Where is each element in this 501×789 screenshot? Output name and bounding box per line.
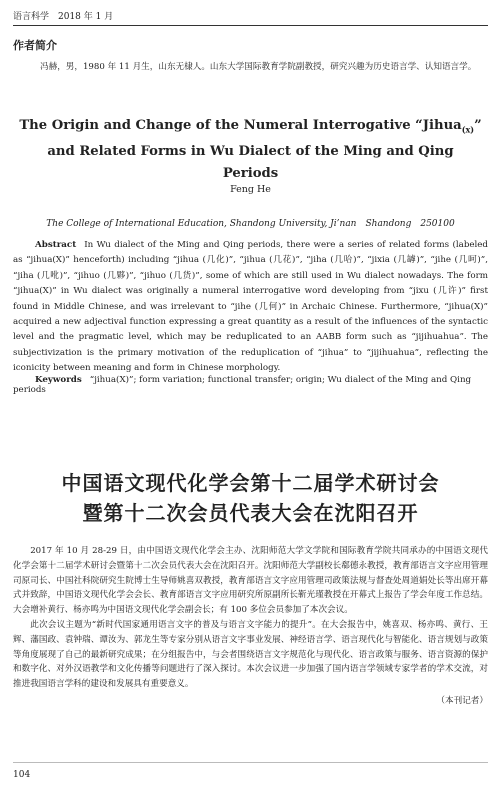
news-paragraph-2: 此次会议主题为“新时代国家通用语言文字的普及与语言文字能力的提升”。在大会报告中，姚喜双、杨亦鸣、黄行、王辉、藩国政、袁钟瑞、谭汝为、郭龙生等专家分别从语言文字事业发展、神经语言学、语言现代化与智能化、语言规划与政策等角度展现了自己的最新研究成果；在分组报告中，与会者围绕语言文字规范化与现代化、语言政策与服务、语言资源的保护和数字化、对外汉语教学和文化传播等问题进行了深入探讨。本次会议进一步加强了国内语言学领域专家学者的学术交流，对推进我国语言学科的建设和发展具有重要意义。 [13,619,488,690]
abstract-label: Abstract [35,240,77,250]
footer-rule [13,762,488,763]
bio-text: 冯赫，男，1980 年 11 月生，山东无棣人。山东大学国际教育学院副教授，研究兴趣为历史语言学、认知语言学。 [40,62,477,72]
news-body [13,544,488,692]
author-name: Feng He [230,184,271,195]
title-line1: The Origin and Change of the Numeral Interrogative “Jihua$_{(x)}$” [19,118,482,135]
reporter-note: （本刊记者） [436,696,488,706]
keywords-text: “jihua(X)”; form variation; functional transfer; origin; Wu dialect of the Ming and Qing periods [13,375,472,395]
title-subscript: (x) [461,124,475,135]
keywords-label: Keywords [35,375,82,385]
header-rule [13,25,488,26]
news-paragraph-1: 2017 年 10 月 28-29 日，由中国语文现代化学会主办、沈阳师范大学文学院和国际教育学院共同承办的中国语文现代化学会第十二届学术研讨会暨第十二次会员代表大会在沈阳召开。沈阳师范大学副校长郗德永教授，教育部语言文字应用管理司原司长、中国社科院研究生院博士生导师姚喜双教授，教育部语言文字应用管理司政策法规与督查处周道娟处长等出席开幕式并致辞，中国语文现代化学会会长、教育部语言文字应用研究所原副所长靳光瑾教授在开幕式上报告了学会年度工作总结。大会增补黄行、杨亦鸣为中国语文现代化学会副会长；有 100 多位会员参加了本次会议。 [13,546,488,616]
news-title-line1: 中国语文现代化学会第十二届学术研讨会 [61,471,440,495]
news-title-line2: 暨第十二次会员代表大会在沈阳召开 [82,501,419,525]
running-head: 语言科学 2018 年 1 月 [13,12,114,22]
abstract [13,238,488,377]
keywords [13,375,488,395]
page-number: 104 [13,770,31,780]
bio-heading: 作者简介 [13,39,57,52]
author-affiliation: The College of International Education, Shandong University, Ji’nan Shandong 250100 [46,219,455,229]
article-title [18,115,483,185]
abstract-text: In Wu dialect of the Ming and Qing periods, there were a series of related forms (labeled as “jihua(X)” henceforth) including “jihua (几化)”, “jihua (几花)”, “jiha (几哈)”, “jixia (几罅)”, “jihe (几呵)”, “jiha (几吪)”, “jihuo (几夥)”, “jihuo (几货)”, some of which are still used in Wu dialect nowadays. The form “jihua(X)” in Wu dialect was originally a numeral interrogative word developing from “jixu (几许)” first found in Middle Chinese, and was irrelevant to “jihe (几何)” in Archaic Chinese. Furthermore, “jihua(X)” acquired a new adjectival function expressing a great quantity as a result of the influences of the syntactic level and the pragmatic level, which may be reduplicated to an AABB form such as “jijihuahua”. The subjectivization is the primary motivation of the reduplication of “jihua” to “jijihuahua”, reflecting the iconicity between meaning and form in Chinese morphology. [13,240,488,374]
title-line2: and Related Forms in Wu Dialect of the Ming and Qing Periods [47,143,454,181]
news-title [0,468,501,528]
